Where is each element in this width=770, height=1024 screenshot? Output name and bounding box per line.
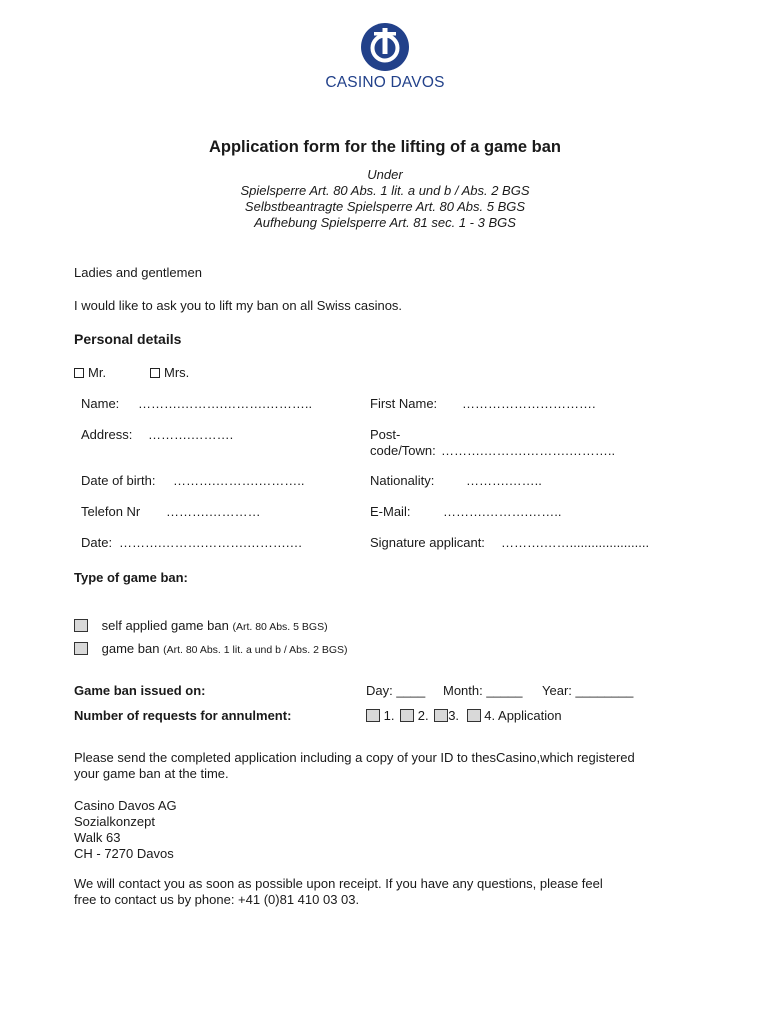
- game-ban-label: game ban: [101, 641, 160, 656]
- address-label: Address:: [81, 427, 133, 442]
- address-line: Walk 63: [74, 830, 121, 845]
- signature-field[interactable]: ……….……......................: [501, 535, 650, 550]
- address-line: Sozialkonzept: [74, 814, 155, 829]
- request-3-checkbox[interactable]: [434, 709, 448, 722]
- requests-label: Number of requests for annulment:: [74, 708, 292, 723]
- phone-label: Telefon Nr: [81, 504, 141, 519]
- email-field[interactable]: ……….……….……..: [443, 504, 562, 519]
- address-field[interactable]: ……….……….: [148, 427, 234, 442]
- request-4-label: 4. Application: [484, 708, 562, 723]
- self-ban-checkbox[interactable]: [74, 619, 88, 632]
- postcode-field[interactable]: ……….……….……….………..: [441, 443, 616, 458]
- casino-logo: [0, 22, 770, 92]
- game-ban-checkbox[interactable]: [74, 642, 88, 655]
- mrs-label: Mrs.: [164, 365, 190, 380]
- send-line: your game ban at the time.: [74, 766, 229, 781]
- address-line: CH - 7270 Davos: [74, 846, 174, 861]
- signature-label: Signature applicant:: [370, 535, 485, 550]
- subtitle-line: Under: [367, 167, 403, 182]
- issued-label: Game ban issued on:: [74, 683, 206, 698]
- request-4-checkbox[interactable]: [467, 709, 481, 722]
- send-line: Please send the completed application including a copy of your ID to thesCasino,which registered: [74, 750, 635, 765]
- casino-name: CASINO DAVOS: [325, 74, 445, 91]
- date-label: Date:: [81, 535, 113, 550]
- dob-label: Date of birth:: [81, 473, 156, 488]
- dob-field[interactable]: ……….……….………..: [173, 473, 305, 488]
- game-ban-reference: (Art. 80 Abs. 1 lit. a und b / Abs. 2 BGS): [163, 644, 348, 656]
- request-2-checkbox[interactable]: [400, 709, 414, 722]
- casino-address: [74, 798, 704, 862]
- date-field[interactable]: ……….……….……….……….…: [119, 535, 303, 550]
- salutation-mrs[interactable]: [150, 365, 189, 381]
- form-subtitle: [0, 167, 770, 231]
- subtitle-line: Selbstbeantragte Spielsperre Art. 80 Abs. 5 BGS: [244, 199, 526, 214]
- request-1-checkbox[interactable]: [366, 709, 380, 722]
- issued-day-field[interactable]: Day: ____: [366, 683, 426, 698]
- ban-type-option-game[interactable]: [74, 641, 348, 658]
- first-name-field[interactable]: ………………………….: [462, 396, 596, 411]
- salutation-mr[interactable]: [74, 365, 106, 381]
- request-3-label: 3.: [448, 708, 460, 723]
- contact-line: We will contact you as soon as possible upon receipt. If you have any questions, please feel: [74, 876, 603, 891]
- nationality-field[interactable]: ……….……..: [466, 473, 542, 488]
- mr-checkbox[interactable]: [74, 368, 84, 378]
- casino-emblem-icon: [360, 22, 410, 72]
- ban-type-heading: Type of game ban:: [74, 570, 188, 585]
- address-line: Casino Davos AG: [74, 798, 177, 813]
- postcode-label-line1: Post-: [370, 427, 401, 442]
- subtitle-line: Spielsperre Art. 80 Abs. 1 lit. a und b / Abs. 2 BGS: [240, 183, 530, 198]
- request-2-label: 2.: [417, 708, 429, 723]
- contact-info: [74, 876, 704, 908]
- greeting: Ladies and gentlemen: [74, 265, 202, 280]
- issued-year-field[interactable]: Year: ________: [542, 683, 634, 698]
- first-name-label: First Name:: [370, 396, 438, 411]
- email-label: E-Mail:: [370, 504, 411, 519]
- self-ban-label: self applied game ban: [101, 618, 229, 633]
- ban-type-option-self[interactable]: [74, 618, 328, 635]
- subtitle-line: Aufhebung Spielsperre Art. 81 sec. 1 - 3 BGS: [254, 215, 516, 230]
- send-instructions: [74, 750, 704, 782]
- name-label: Name:: [81, 396, 120, 411]
- mrs-checkbox[interactable]: [150, 368, 160, 378]
- contact-line: free to contact us by phone: +41 (0)81 410 03 03.: [74, 892, 360, 907]
- form-title: Application form for the lifting of a game ban: [208, 138, 561, 156]
- nationality-label: Nationality:: [370, 473, 435, 488]
- phone-field[interactable]: ……….…………: [166, 504, 261, 519]
- issued-month-field[interactable]: Month: _____: [443, 683, 523, 698]
- personal-details-heading: Personal details: [74, 331, 182, 347]
- mr-label: Mr.: [88, 365, 107, 380]
- self-ban-reference: (Art. 80 Abs. 5 BGS): [232, 621, 328, 633]
- request-text: I would like to ask you to lift my ban on all Swiss casinos.: [74, 298, 403, 313]
- postcode-label-line2: code/Town:: [370, 443, 436, 458]
- request-1-label: 1.: [383, 708, 395, 723]
- name-field[interactable]: ……….……….……….………..: [138, 396, 313, 411]
- requests-options: [366, 708, 562, 724]
